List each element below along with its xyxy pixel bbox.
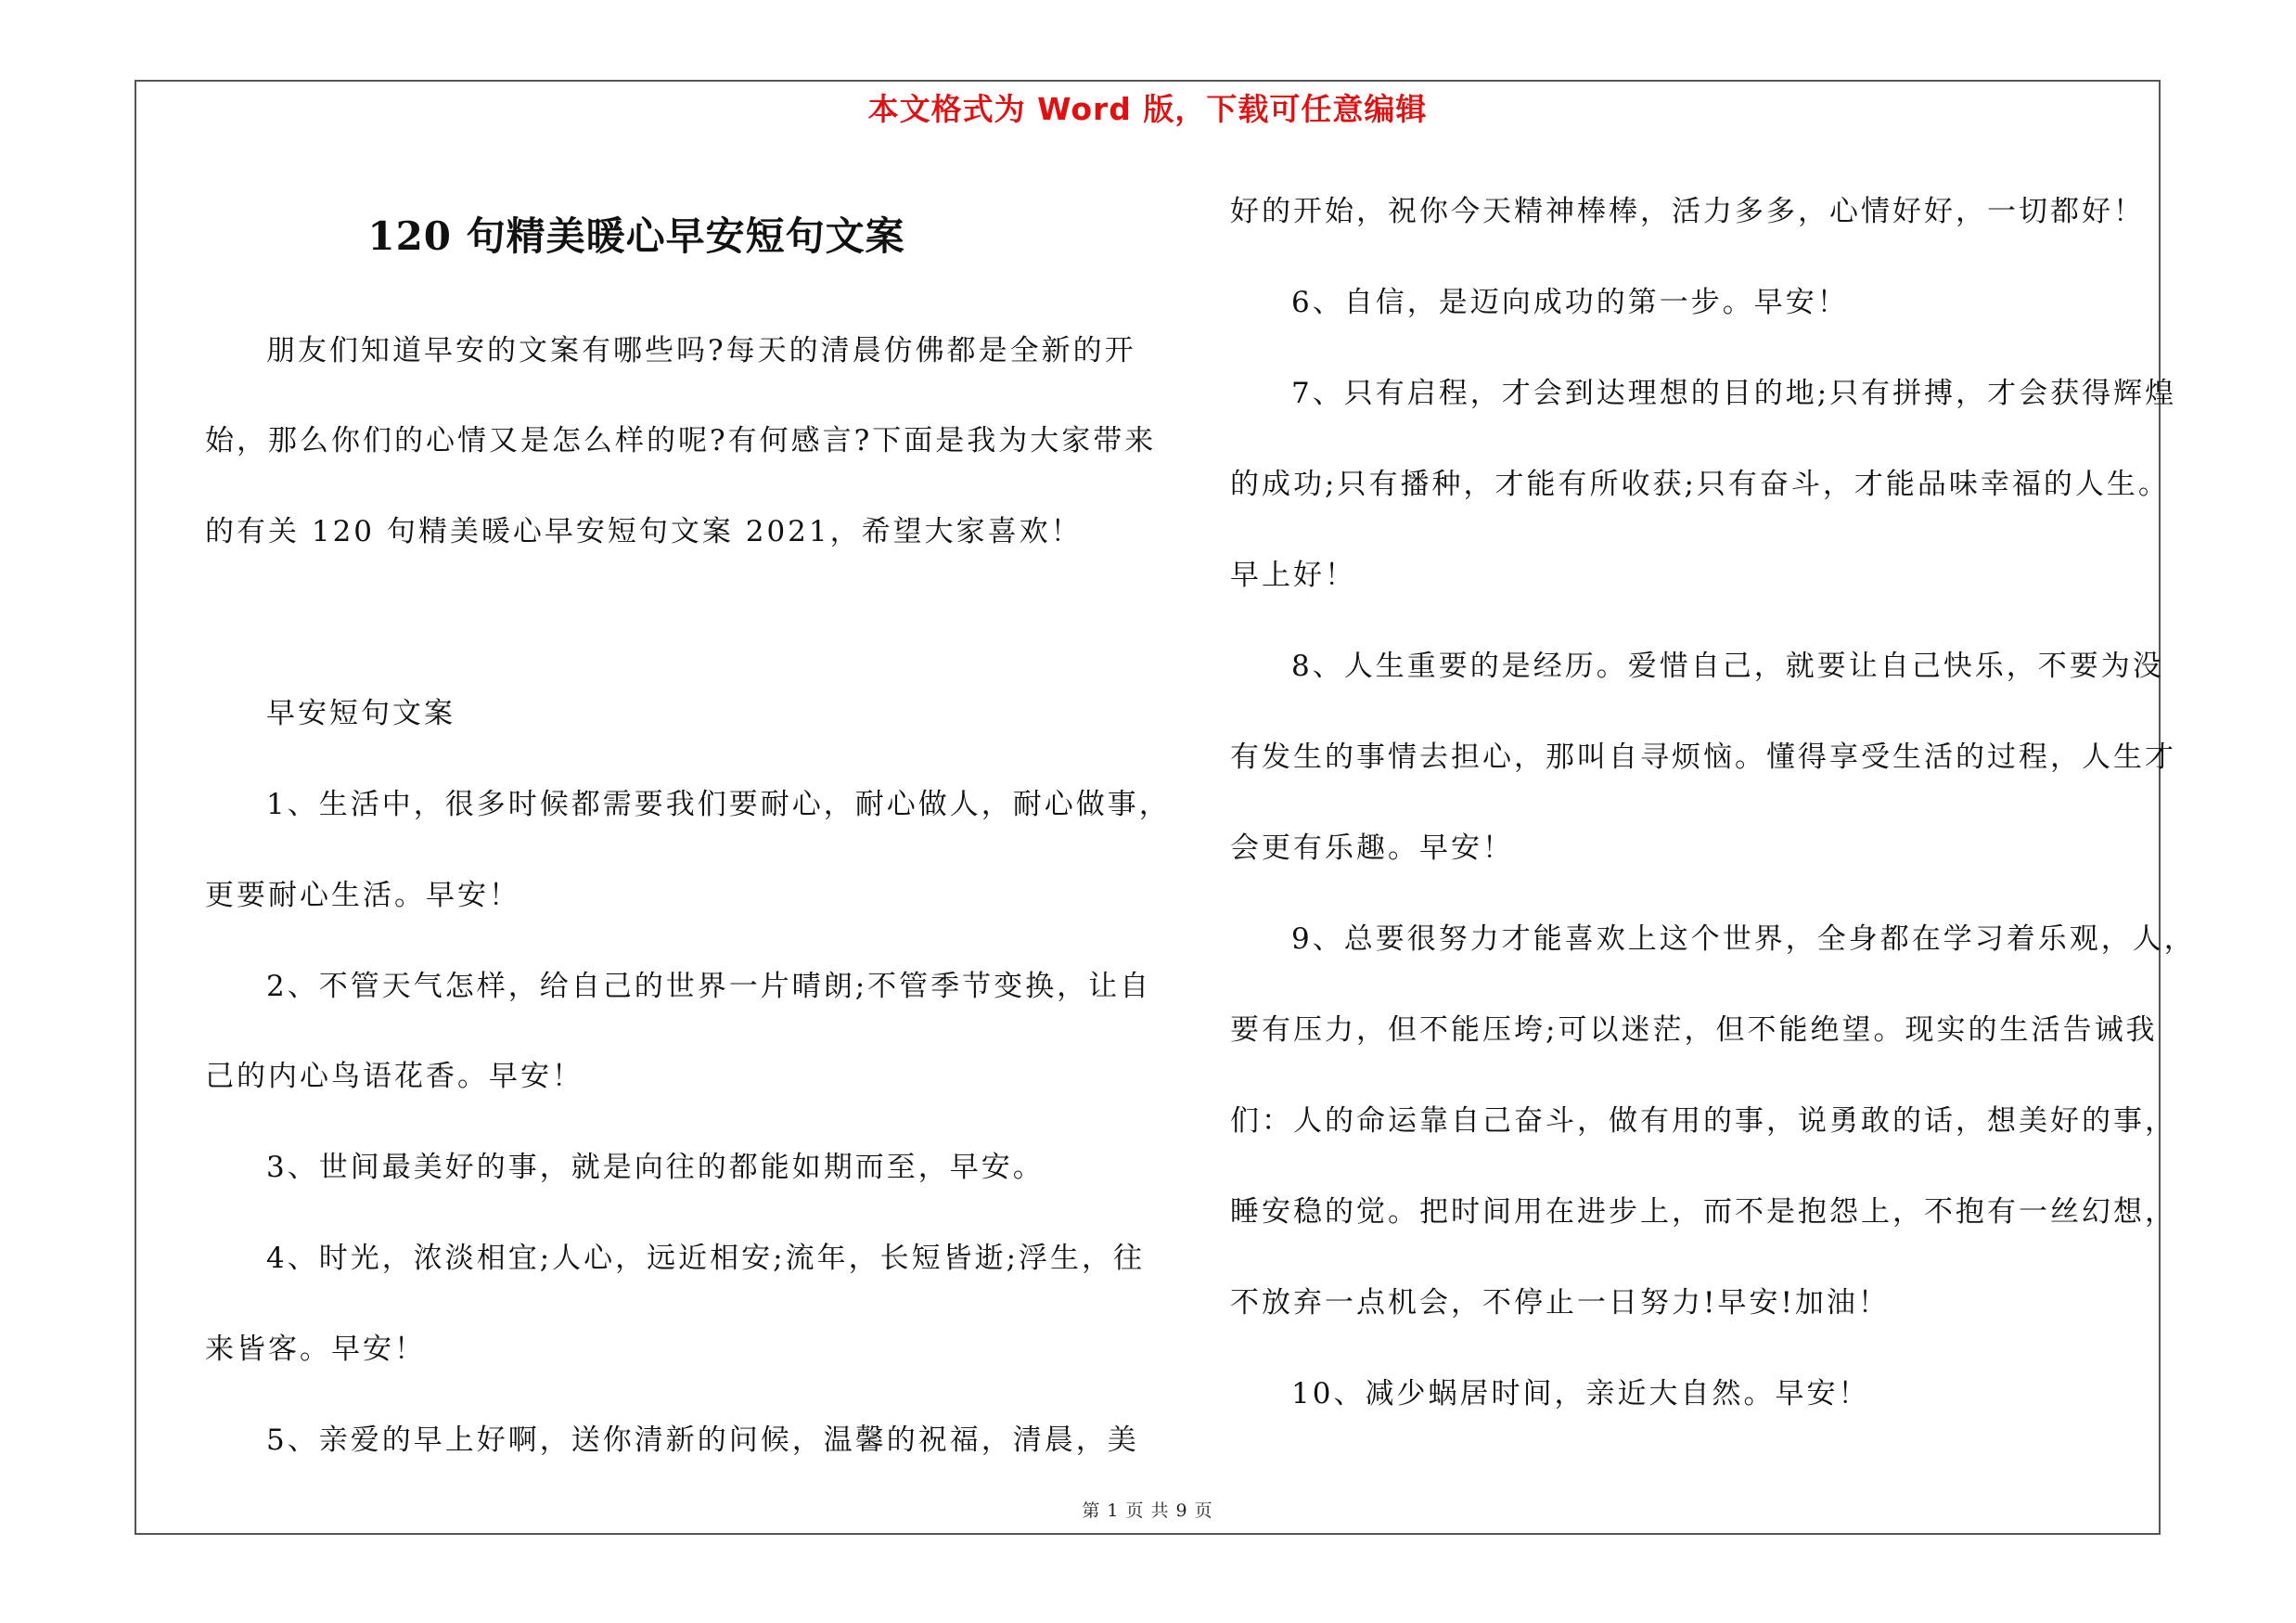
paragraph-line: 要有压力，但不能压垮;可以迷茫，但不能绝望。现实的生活告诫我 [1230,1013,2158,1047]
paragraph-line: 5、亲爱的早上好啊，送你清新的问候，温馨的祝福，清晨，美 [266,1423,1139,1457]
paragraph-line: 的有关 120 句精美暖心早安短句文案 2021，希望大家喜欢！ [205,515,1083,548]
section-heading: 早安短句文案 [266,697,455,730]
paragraph-line: 7、只有启程，才会到达理想的目的地;只有拼搏，才会获得辉煌 [1291,377,2177,410]
paragraph-line: 10、减少蜗居时间，亲近大自然。早安！ [1291,1377,1870,1410]
paragraph-line: 6、自信，是迈向成功的第一步。早安！ [1291,286,1849,319]
paragraph-line: 4、时光，浓淡相宜;人心，远近相安;流年，长短皆逝;浮生，往 [266,1242,1146,1275]
paragraph-line: 会更有乐趣。早安！ [1230,831,1514,865]
paragraph-line: 不放弃一点机会，不停止一日努力!早安!加油！ [1230,1286,1890,1320]
format-banner: 本文格式为 Word 版，下载可任意编辑 [867,91,1428,127]
paragraph-line: 己的内心鸟语花香。早安！ [205,1060,584,1093]
paragraph-line: 更要耐心生活。早安！ [205,879,520,912]
paragraph-line: 朋友们知道早安的文案有哪些吗?每天的清晨仿佛都是全新的开 [266,334,1136,367]
paragraph-line: 好的开始，祝你今天精神棒棒，活力多多，心情好好，一切都好！ [1230,195,2145,228]
paragraph-line: 们：人的命运靠自己奋斗，做有用的事，说勇敢的话，想美好的事， [1230,1104,2176,1138]
paragraph-line: 的成功;只有播种，才能有所收获;只有奋斗，才能品味幸福的人生。 [1230,468,2170,501]
paragraph-line: 3、世间最美好的事，就是向往的都能如期而至，早安。 [266,1151,1045,1184]
paragraph-line: 早上好！ [1230,559,1356,592]
paragraph-line: 2、不管天气怎样，给自己的世界一片晴朗;不管季节变换，让自 [266,970,1152,1003]
paragraph-line: 有发生的事情去担心，那叫自寻烦恼。懂得享受生活的过程，人生才 [1230,741,2176,774]
paragraph-line: 1、生活中，很多时候都需要我们要耐心，耐心做人，耐心做事， [266,788,1171,821]
paragraph-line: 8、人生重要的是经历。爱惜自己，就要让自己快乐，不要为没 [1291,650,2164,683]
page-number: 第 1 页 共 9 页 [1082,1501,1213,1521]
document-title: 120 句精美暖心早安短句文案 [367,213,905,259]
paragraph-line: 睡安稳的觉。把时间用在进步上，而不是抱怨上，不抱有一丝幻想， [1230,1195,2176,1229]
paragraph-line: 9、总要很努力才能喜欢上这个世界，全身都在学习着乐观，人， [1291,922,2196,956]
paragraph-line: 来皆客。早安！ [205,1333,426,1366]
paragraph-line: 始，那么你们的心情又是怎么样的呢?有何感言?下面是我为大家带来 [205,424,1157,457]
